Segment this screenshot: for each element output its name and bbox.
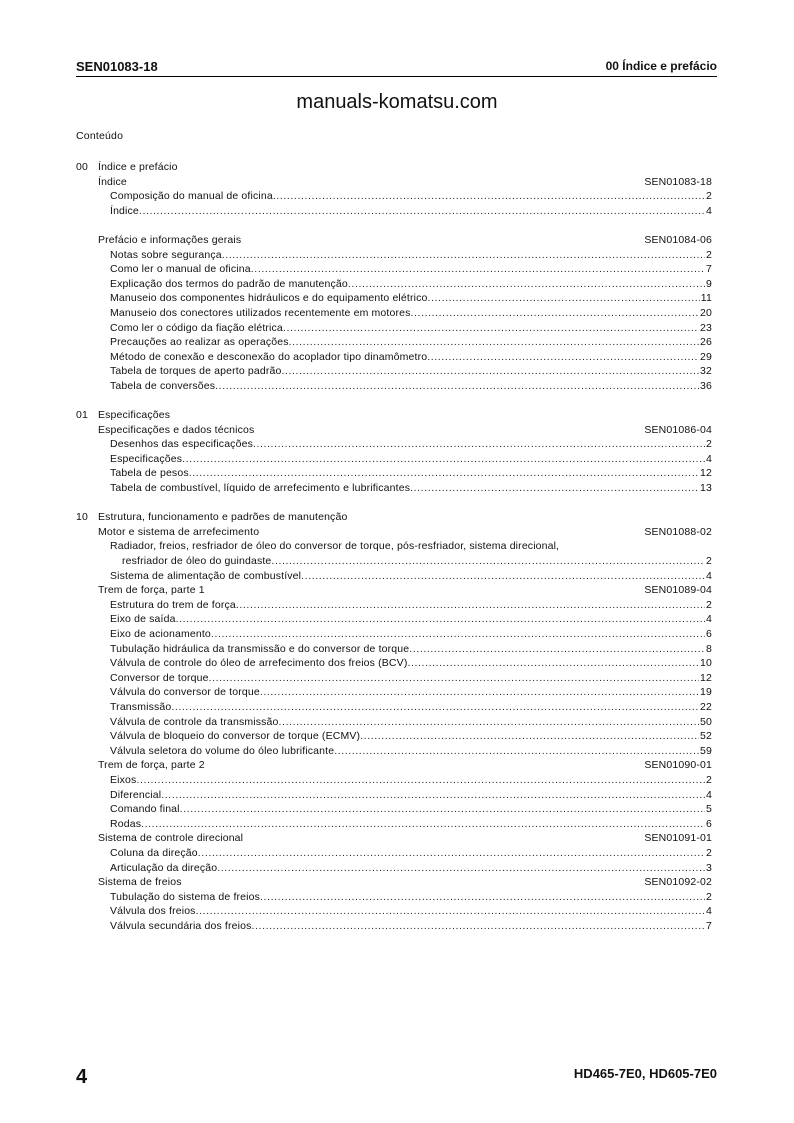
entry-title: Manuseio dos conectores utilizados recentemente em motores — [110, 306, 411, 319]
toc-subsection — [76, 831, 712, 846]
dot-leader — [271, 554, 705, 569]
toc-entry — [76, 189, 712, 204]
table-of-contents — [76, 160, 712, 933]
entry-title: Manuseio dos componentes hidráulicos e do equipamento elétrico — [110, 292, 428, 305]
entry-title: Transmissão — [110, 700, 172, 713]
dot-leader — [427, 350, 699, 365]
entry-page-number: 2 — [706, 846, 712, 859]
entry-title: Diferencial — [110, 788, 162, 801]
toc-entry — [76, 671, 712, 686]
subsection-title: Trem de força, parte 2 — [98, 759, 205, 772]
dot-leader — [196, 904, 705, 919]
toc-entry — [76, 554, 712, 569]
toc-entry — [76, 656, 712, 671]
entry-page-number: 11 — [700, 292, 712, 305]
entry-page-number: 2 — [706, 438, 712, 451]
dot-leader — [176, 612, 705, 627]
entry-page-number: 36 — [700, 379, 712, 392]
dot-leader — [253, 437, 705, 452]
toc-entry — [76, 773, 712, 788]
entry-title: Composição do manual de oficina — [110, 190, 273, 203]
entry-page-number: 13 — [700, 482, 712, 495]
dot-leader — [136, 773, 705, 788]
entry-page-number: 2 — [706, 773, 712, 786]
toc-entry — [76, 452, 712, 467]
dot-leader — [360, 729, 699, 744]
entry-page-number: 9 — [706, 277, 712, 290]
dot-leader — [260, 685, 699, 700]
entry-page-number: 26 — [700, 336, 712, 349]
toc-section — [76, 160, 712, 175]
entry-page-number: 4 — [706, 452, 712, 465]
toc-section — [76, 510, 712, 525]
dot-leader — [182, 452, 705, 467]
entry-title: Coluna da direção — [110, 846, 198, 859]
toc-entry-lead-line: Radiador, freios, resfriador de óleo do conversor de torque, pós-resfriador, sistema direcional, — [110, 540, 560, 553]
toc-entry — [76, 744, 712, 759]
toc-entry — [76, 729, 712, 744]
entry-page-number: 2 — [706, 598, 712, 611]
toc-entry — [76, 700, 712, 715]
subsection-doc-code: SEN01089-04 — [644, 584, 712, 597]
toc-entry — [76, 364, 712, 379]
toc-entry — [76, 335, 712, 350]
toc-entry — [76, 204, 712, 219]
toc-section — [76, 408, 712, 423]
dot-leader — [161, 788, 705, 803]
entry-page-number: 59 — [700, 744, 712, 757]
toc-entry — [76, 466, 712, 481]
entry-title: Como ler o manual de oficina — [110, 263, 251, 276]
toc-entry — [76, 598, 712, 613]
entry-title: Método de conexão e desconexão do acoplador tipo dinamômetro — [110, 350, 428, 363]
entry-page-number: 4 — [706, 204, 712, 217]
toc-entry — [76, 715, 712, 730]
dot-leader — [217, 861, 705, 876]
dot-leader — [428, 291, 700, 306]
toc-entry — [76, 846, 712, 861]
entry-title: Válvula de bloqueio do conversor de torque (ECMV) — [110, 730, 361, 743]
toc-entry — [76, 569, 712, 584]
section-number: 00 — [76, 161, 88, 173]
toc-subsection — [76, 875, 712, 890]
entry-page-number: 19 — [700, 686, 712, 699]
section-gap — [76, 394, 712, 409]
entry-title: Desenhos das especificações — [110, 438, 253, 451]
entry-page-number: 4 — [706, 613, 712, 626]
toc-subsection — [76, 423, 712, 438]
entry-title: Comando final — [110, 803, 180, 816]
entry-title: Válvula dos freios — [110, 905, 196, 918]
subsection-title: Especificações e dados técnicos — [98, 423, 255, 436]
subsection-title: Motor e sistema de arrefecimento — [98, 525, 260, 538]
entry-page-number: 10 — [700, 657, 712, 670]
toc-entry — [76, 437, 712, 452]
entry-title: Estrutura do trem de força — [110, 598, 236, 611]
toc-entry — [76, 350, 712, 365]
toc-subsection — [76, 525, 712, 540]
entry-title: Sistema de alimentação de combustível — [110, 569, 302, 582]
subsection-doc-code: SEN01086-04 — [644, 423, 712, 436]
section-gap — [76, 496, 712, 511]
entry-title: Especificações — [110, 452, 183, 465]
dot-leader — [273, 189, 705, 204]
dot-leader — [334, 744, 699, 759]
entry-page-number: 32 — [700, 365, 712, 378]
entry-title: resfriador de óleo do guindaste — [122, 555, 272, 568]
entry-page-number: 4 — [706, 569, 712, 582]
subsection-doc-code: SEN01083-18 — [644, 175, 712, 188]
dot-leader — [139, 204, 705, 219]
dot-leader — [209, 671, 699, 686]
footer-page-number: 4 — [76, 1066, 88, 1088]
toc-subsection — [76, 175, 712, 190]
entry-page-number: 6 — [706, 817, 712, 830]
subsection-title: Prefácio e informações gerais — [98, 233, 242, 246]
entry-title: Conversor de torque — [110, 671, 209, 684]
site-watermark: manuals-komatsu.com — [296, 91, 498, 113]
entry-title: Tabela de combustível, líquido de arrefecimento e lubrificantes — [110, 482, 411, 495]
subsection-doc-code: SEN01090-01 — [644, 759, 712, 772]
toc-entry — [76, 802, 712, 817]
entry-page-number: 20 — [700, 306, 712, 319]
section-number: 10 — [76, 511, 88, 524]
dot-leader — [283, 321, 699, 336]
subsection-doc-code: SEN01091-01 — [644, 832, 712, 845]
dot-leader — [301, 569, 705, 584]
entry-page-number: 2 — [706, 248, 712, 261]
header-section-title: 00 Índice e prefácio — [605, 59, 717, 73]
header-doc-code: SEN01083-18 — [76, 59, 158, 74]
entry-page-number: 6 — [706, 628, 712, 640]
dot-leader — [198, 846, 705, 861]
entry-page-number: 8 — [706, 642, 712, 655]
contents-heading: Conteúdo — [76, 130, 124, 142]
dot-leader — [141, 817, 705, 832]
section-title: Especificações — [98, 409, 171, 422]
dot-leader — [236, 598, 705, 613]
entry-title: Como ler o código da fiação elétrica — [110, 321, 283, 334]
toc-subsection — [76, 233, 712, 248]
toc-entry — [76, 919, 712, 934]
dot-leader — [348, 277, 705, 292]
toc-entry — [76, 379, 712, 394]
entry-title: Eixo de saída — [110, 613, 176, 626]
toc-entry — [76, 612, 712, 627]
entry-title: Precauções ao realizar as operações — [110, 336, 289, 349]
dot-leader — [252, 919, 705, 934]
dot-leader — [180, 802, 705, 817]
toc-entry — [76, 262, 712, 277]
entry-title: Rodas — [110, 817, 142, 830]
subsection-title: Índice — [98, 175, 127, 188]
subsection-doc-code: SEN01092-02 — [644, 876, 712, 889]
dot-leader — [215, 379, 699, 394]
entry-page-number: 50 — [700, 715, 712, 728]
entry-title: Eixos — [110, 773, 137, 786]
entry-page-number: 22 — [700, 700, 712, 713]
entry-title: Tubulação do sistema de freios — [110, 890, 261, 903]
toc-entry — [76, 321, 712, 336]
entry-title: Explicação dos termos do padrão de manutenção — [110, 277, 348, 290]
toc-entry — [76, 685, 712, 700]
dot-leader — [251, 262, 705, 277]
toc-entry — [76, 627, 712, 642]
dot-leader — [409, 642, 705, 657]
entry-title: Válvula secundária dos freios — [110, 919, 252, 932]
entry-page-number: 12 — [700, 671, 712, 684]
entry-page-number: 23 — [700, 321, 712, 334]
entry-title: Válvula de controle da transmissão — [110, 715, 279, 728]
toc-entry — [76, 890, 712, 905]
dot-leader — [410, 481, 699, 496]
subsection-title: Sistema de freios — [98, 876, 182, 889]
toc-entry — [76, 277, 712, 292]
entry-page-number: 12 — [700, 467, 712, 480]
toc-entry — [76, 306, 712, 321]
entry-title: Notas sobre segurança — [110, 248, 222, 261]
toc-entry — [76, 481, 712, 496]
toc-entry — [76, 788, 712, 803]
entry-title: Índice — [110, 204, 139, 217]
dot-leader — [222, 248, 705, 263]
subsection-doc-code: SEN01084-06 — [644, 233, 712, 246]
entry-page-number: 7 — [706, 263, 712, 276]
section-number: 01 — [76, 409, 88, 422]
entry-page-number: 2 — [706, 890, 712, 903]
footer-model: HD465-7E0, HD605-7E0 — [573, 1066, 717, 1081]
entry-title: Tabela de torques de aperto padrão — [110, 365, 282, 378]
dot-leader — [407, 656, 699, 671]
entry-title: Válvula do conversor de torque — [110, 686, 260, 699]
entry-page-number: 2 — [706, 190, 712, 203]
subsection-title: Sistema de controle direcional — [98, 832, 244, 845]
dot-leader — [281, 364, 699, 379]
dot-leader — [171, 700, 699, 715]
toc-entry — [76, 904, 712, 919]
toc-entry — [76, 861, 712, 876]
toc-subsection — [76, 583, 712, 598]
entry-page-number: 52 — [700, 730, 712, 743]
dot-leader — [260, 890, 705, 905]
subsection-title: Trem de força, parte 1 — [98, 584, 205, 597]
dot-leader — [411, 306, 700, 321]
header-rule — [76, 76, 717, 77]
entry-title: Articulação da direção — [110, 861, 218, 874]
dot-leader — [279, 715, 699, 730]
section-title: Estrutura, funcionamento e padrões de manutenção — [98, 511, 348, 524]
dot-leader — [289, 335, 699, 350]
entry-title: Eixo de acionamento — [110, 628, 211, 640]
subsection-doc-code: SEN01088-02 — [644, 525, 712, 538]
entry-title: Válvula seletora do volume do óleo lubrificante — [110, 744, 335, 757]
entry-page-number: 2 — [706, 555, 712, 568]
dot-leader — [211, 627, 705, 642]
toc-entry — [76, 817, 712, 832]
entry-page-number: 7 — [706, 919, 712, 932]
entry-page-number: 29 — [700, 350, 712, 363]
toc-entry — [76, 248, 712, 263]
entry-page-number: 5 — [706, 803, 712, 816]
toc-entry — [76, 291, 712, 306]
entry-page-number: 3 — [706, 861, 712, 874]
entry-title: Tabela de pesos — [110, 467, 189, 480]
toc-subsection — [76, 758, 712, 773]
entry-title: Tabela de conversões — [110, 379, 216, 392]
entry-title: Válvula de controle do óleo de arrefecimento dos freios (BCV) — [110, 657, 408, 670]
entry-title: Tubulação hidráulica da transmissão e do conversor de torque — [110, 642, 410, 655]
entry-page-number: 4 — [706, 788, 712, 801]
entry-page-number: 4 — [706, 905, 712, 918]
dot-leader — [189, 466, 699, 481]
subsection-gap — [76, 218, 712, 233]
section-title: Índice e prefácio — [98, 161, 178, 173]
toc-entry — [76, 642, 712, 657]
